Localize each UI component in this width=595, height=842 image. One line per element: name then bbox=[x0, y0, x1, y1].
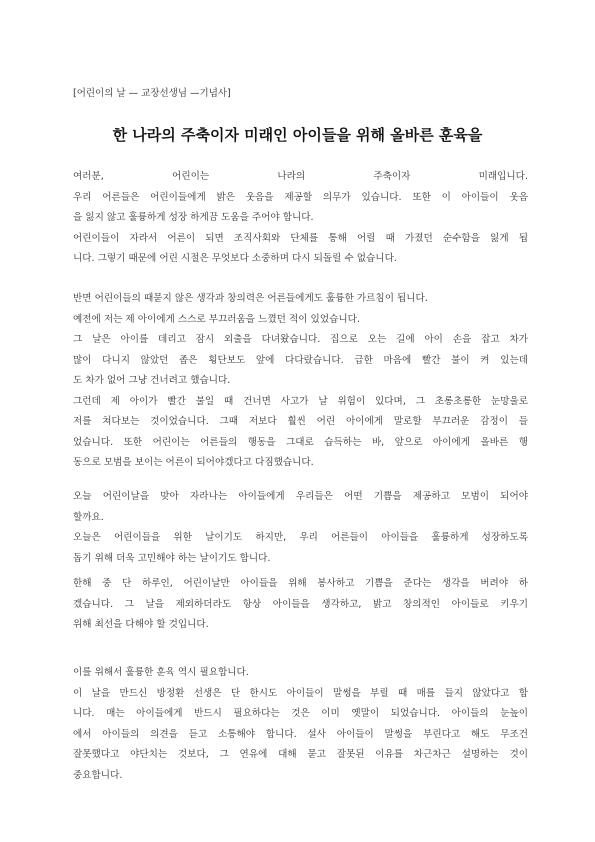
text-line: 우리 어른들은 어린이들에게 밝은 웃음을 제공할 의무가 있습니다. 또한 이 아이들이 웃음 bbox=[73, 191, 528, 203]
paragraph-5 bbox=[73, 663, 528, 786]
text-line: 할까요. bbox=[73, 511, 104, 523]
text-line: 겠습니다. 그 날을 제외하더라도 항상 아이들을 생각하고, 밝고 창의적인 아이들로 키우기 bbox=[73, 598, 528, 610]
text-line: 니다. 그렇기 때문에 어린 시절은 무엇보다 소중하며 다시 되돌릴 수 없습니다. bbox=[73, 253, 397, 264]
text-line: 여러분, 어린이는 나라의 주축이자 미래입니다. bbox=[73, 171, 528, 182]
text-line: 중요합니다. bbox=[73, 769, 123, 781]
text-line: 니다. 매는 아이들에게 반드시 필요하다는 것은 이미 옛말이 되었습니다. 아이들의 눈높이 bbox=[73, 708, 528, 719]
text-line: 오늘 어린이날을 맞아 자라나는 아이들에게 우리들은 어떤 기쁨을 제공하고 모범이 되어야 bbox=[73, 491, 528, 502]
paragraph-2 bbox=[73, 289, 528, 474]
paragraph-1 bbox=[73, 167, 528, 270]
text-line: 도 차가 없어 그냥 건너려고 했습니다. bbox=[73, 375, 231, 386]
text-line: 저를 쳐다보는 것이었습니다. 그때 저보다 훨씬 어린 아이에게 말로할 부끄러운 감정이 들 bbox=[73, 416, 528, 427]
text-line: 어린이들이 자라서 어른이 되면 조직사회와 단체를 통해 어릴 때 가졌던 순수함을 잃게 됩 bbox=[73, 232, 528, 244]
text-line: 그런데 제 아이가 빨간 불일 때 건너면 사고가 날 위험이 있다며, 그 초롱초롱한 눈망울로 bbox=[73, 395, 528, 407]
text-line: 이 날을 만드신 방정환 선생은 단 한시도 아이들이 말썽을 부릴 때 매를 들지 않았다고 합 bbox=[73, 687, 528, 699]
text-line: 한해 중 단 하루인, 어린이날만 아이들을 위해 봉사하고 기쁨을 준다는 생각을 버려야 하 bbox=[73, 578, 528, 589]
text-line: 돕기 위해 더욱 고민해야 하는 날이기도 합니다. bbox=[73, 552, 271, 564]
text-line: 그 날은 아이를 데리고 잠시 외출을 다녀왔습니다. 집으로 오는 길에 아이 손을 잡고 차가 bbox=[73, 334, 528, 345]
text-line: 잘못했다고 야단치는 것보다, 그 연유에 대해 묻고 잘못된 이유를 차근차근 설명하는 것이 bbox=[73, 749, 528, 760]
paragraph-3 bbox=[73, 487, 528, 569]
text-line: 많이 다니지 않았던 좁은 횡단보도 앞에 다다랐습니다. 급한 마음에 빨간 불이 켜 있는데 bbox=[73, 354, 528, 366]
text-line: 오늘은 어린이들을 위한 날이기도 하지만, 우리 어른들이 아이들을 훌륭하게 성장하도록 bbox=[73, 532, 528, 543]
text-line: 위해 최선을 다해야 할 것입니다. bbox=[73, 619, 209, 630]
text-line: 반면 어린이들의 때묻지 않은 생각과 창의력은 어른들에게도 훌륭한 가르침이 됩니다. bbox=[73, 293, 428, 304]
text-line: 에서 아이들의 의견을 듣고 소통해야 합니다. 설사 아이들이 말썽을 부린다고 해도 무조건 bbox=[73, 728, 528, 740]
paragraph-4 bbox=[73, 574, 528, 636]
text-line: 이를 위해서 훌륭한 훈육 역시 필요합니다. bbox=[73, 667, 249, 678]
text-line: 동으로 모범을 보이는 어른이 되어야겠다고 다짐했습니다. bbox=[73, 457, 314, 468]
document-title: 한 나라의 주축이자 미래인 아이들을 위해 올바른 훈육을 bbox=[112, 126, 483, 144]
text-line: 예전에 저는 제 아이에게 스스로 부끄러움을 느꼈던 적이 있었습니다. bbox=[73, 313, 360, 325]
header-tag: [어린이의 날 — 교장선생님 —기념사] bbox=[73, 88, 231, 99]
text-line: 을 잃지 않고 훌륭하게 성장 하게끔 도움을 주어야 합니다. bbox=[73, 212, 314, 223]
text-line: 었습니다. 또한 어린이는 어른들의 행동을 그대로 습득하는 바, 앞으로 아이에게 올바른 행 bbox=[73, 436, 528, 448]
